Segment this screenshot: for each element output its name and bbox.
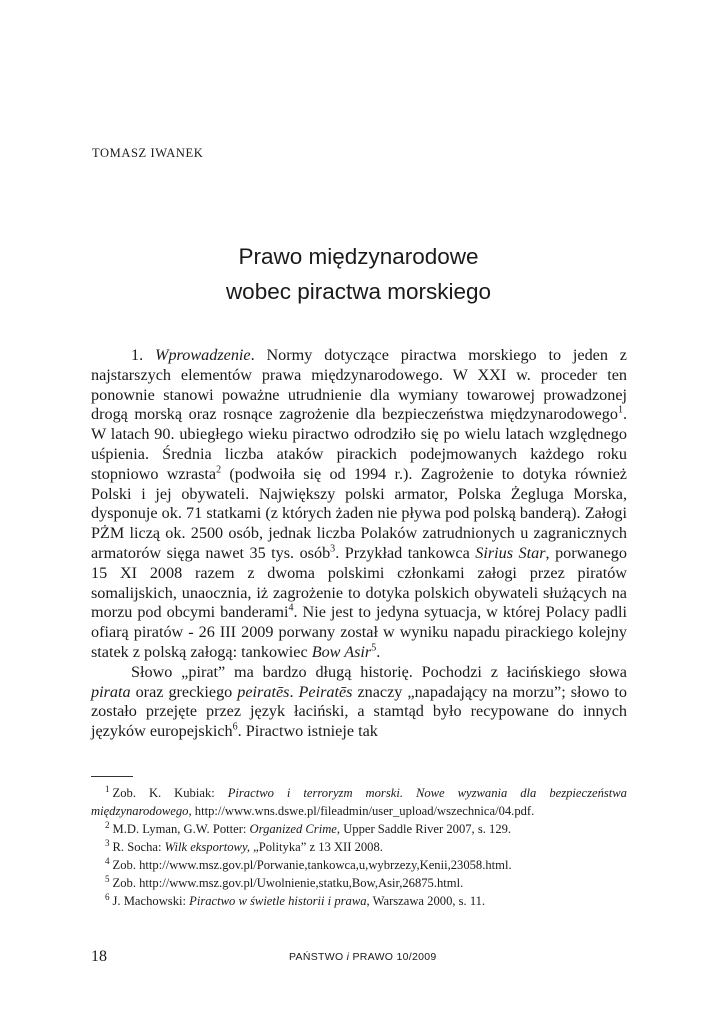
article-body bbox=[91, 346, 627, 742]
paragraph-1-italic-text: Bow Asir bbox=[311, 642, 372, 661]
footnote-6-italic-text: Piractwo w świetle historii i prawa bbox=[189, 894, 367, 908]
paragraph-1-italic-text: Sirius Star bbox=[475, 543, 546, 562]
paragraph-1 bbox=[91, 346, 627, 663]
footnote-5-text: Zob. http://www.msz.gov.pl/Uwolnienie,statku,Bow,Asir,26875.html. bbox=[112, 876, 464, 890]
journal-part-a: PAŃSTWO bbox=[289, 951, 347, 963]
footnote-number: 3 bbox=[105, 837, 110, 848]
title-line-2: wobec piractwa morskiego bbox=[225, 279, 492, 305]
footnote-ref-2: 2 bbox=[216, 464, 222, 476]
footnote-3-text: „Polityka” z 13 XII 2008. bbox=[250, 840, 383, 854]
paragraph-2-text: Słowo „pirat” ma bardzo długą historię. Pochodzi z łacińskiego słowa bbox=[131, 662, 627, 681]
title-line-1: Prawo międzynarodowe bbox=[238, 244, 479, 270]
footnote-1-text: Zob. K. Kubiak: bbox=[112, 786, 228, 800]
author-name: TOMASZ IWANEK bbox=[92, 146, 204, 160]
paragraph-1-text: . bbox=[376, 642, 381, 661]
paragraph-2-italic-text: Peiratēs bbox=[298, 682, 353, 701]
article-title bbox=[90, 239, 627, 309]
footnote-4 bbox=[91, 856, 627, 874]
footnote-ref-5: 5 bbox=[371, 642, 377, 654]
footnote-number: 2 bbox=[105, 819, 110, 830]
paragraph-2-italic-text: pirata bbox=[91, 682, 131, 701]
footnote-number: 1 bbox=[105, 783, 110, 794]
paragraph-1-text: . Przykład tankowca bbox=[335, 543, 476, 562]
footnote-5 bbox=[91, 874, 627, 892]
paragraph-2-text: . Piractwo istnieje tak bbox=[237, 722, 378, 741]
paragraph-1-text: , porwanego 15 XI 2008 razem z dwoma polskimi członkami załogi przez piratów somalijskich, unaocznia, iż zagrożenie to dotyka polskich obywateli służących na morzu pod obcymi banderami bbox=[91, 543, 627, 622]
footnote-6-text: J. Machowski: bbox=[112, 894, 190, 908]
footnotes bbox=[91, 784, 627, 910]
footnote-2-text: , Upper Saddle River 2007, s. 129. bbox=[336, 822, 512, 836]
paragraph-1-text: 1. bbox=[131, 346, 155, 364]
footnote-2-text: M.D. Lyman, G.W. Potter: bbox=[112, 822, 250, 836]
paragraph-2 bbox=[91, 663, 627, 742]
paragraph-2-text: oraz greckiego bbox=[130, 682, 238, 701]
page-number: 18 bbox=[91, 948, 107, 965]
footnote-ref-6: 6 bbox=[232, 721, 238, 733]
journal-part-b: i bbox=[346, 951, 350, 963]
footnote-3-text: R. Socha: bbox=[112, 840, 165, 854]
paragraph-2-text: . bbox=[289, 682, 299, 701]
footnote-ref-3: 3 bbox=[330, 543, 336, 555]
footnote-3 bbox=[91, 838, 627, 856]
footnote-ref-1: 1 bbox=[617, 405, 623, 416]
paragraph-1-text: . Normy dotyczące piractwa morskiego to jeden z najstarszych elementów prawa międzynarodowego. W XXI w. proceder ten ponownie stanowi poważne utrudnienie dla wymiany towarowej prowadzonej drogą morską oraz rosnące zagrożenie dla bezpieczeństwa międzynarodowego bbox=[91, 346, 627, 424]
footnote-divider bbox=[91, 776, 133, 777]
footnote-number: 6 bbox=[105, 891, 110, 902]
footnote-4-text: Zob. http://www.msz.gov.pl/Porwanie,tankowca,u,wybrzezy,Kenii,23058.html. bbox=[112, 858, 512, 872]
paragraph-1-text: (podwoiła się od 1994 r.). Zagrożenie to dotyka również Polski i jej obywateli. Największy polski armator, Polska Żegluga Morska, dysponuje ok. 71 statkami (z których żaden nie pływa pod polską banderą). Załogi PŻM liczą ok. 2500 osób, jednak liczba Polaków zatrudnionych u zagranicznych armatorów sięga nawet 35 tys. osób bbox=[91, 464, 627, 562]
footnote-number: 5 bbox=[105, 873, 110, 884]
footnote-ref-4: 4 bbox=[288, 602, 294, 614]
journal-part-c: PRAWO 10/2009 bbox=[349, 951, 437, 963]
footnote-1-text: http://www.wns.dswe.pl/fileadmin/user_upload/wszechnica/04.pdf. bbox=[191, 804, 535, 818]
paragraph-1-text: . Nie jest to jedyna sytuacja, w której Polacy padli ofiarą piratów - 26 III 2009 porwany został w wyniku napadu pirackiego kolejny statek z polską załogą: tankowiec bbox=[91, 603, 627, 661]
footnote-3-italic-text: Wilk eksportowy, bbox=[164, 840, 251, 854]
paragraph-1-text: . W latach 90. ubiegłego wieku piractwo odrodziło się po wielu latach względnego uśpienia. Średnia liczba ataków pirackich podejmowanych każdego roku stopniowo wzrasta bbox=[91, 405, 627, 483]
journal-name bbox=[289, 951, 437, 963]
footnote-1 bbox=[91, 784, 627, 820]
footnote-2-italic-text: Organized Crime bbox=[249, 822, 337, 836]
footnote-1-italic-text: Piractwo i terroryzm morski. Nowe wyzwania dla bezpieczeństwa międzynarodowego, bbox=[91, 786, 627, 818]
footnote-number: 4 bbox=[105, 855, 110, 866]
paragraph-2-italic-text: peiratēs bbox=[237, 682, 290, 701]
footnote-2 bbox=[91, 820, 627, 838]
footnote-6 bbox=[91, 892, 627, 910]
paragraph-1-italic-text: Wprowadzenie bbox=[154, 346, 251, 364]
paragraph-2-text: znaczy „napadający na morzu”; słowo to zostało przejęte przez język łaciński, a stamtąd było recypowane do innych języków europejskich bbox=[91, 682, 627, 741]
footnote-6-text: , Warszawa 2000, s. 11. bbox=[366, 894, 486, 908]
